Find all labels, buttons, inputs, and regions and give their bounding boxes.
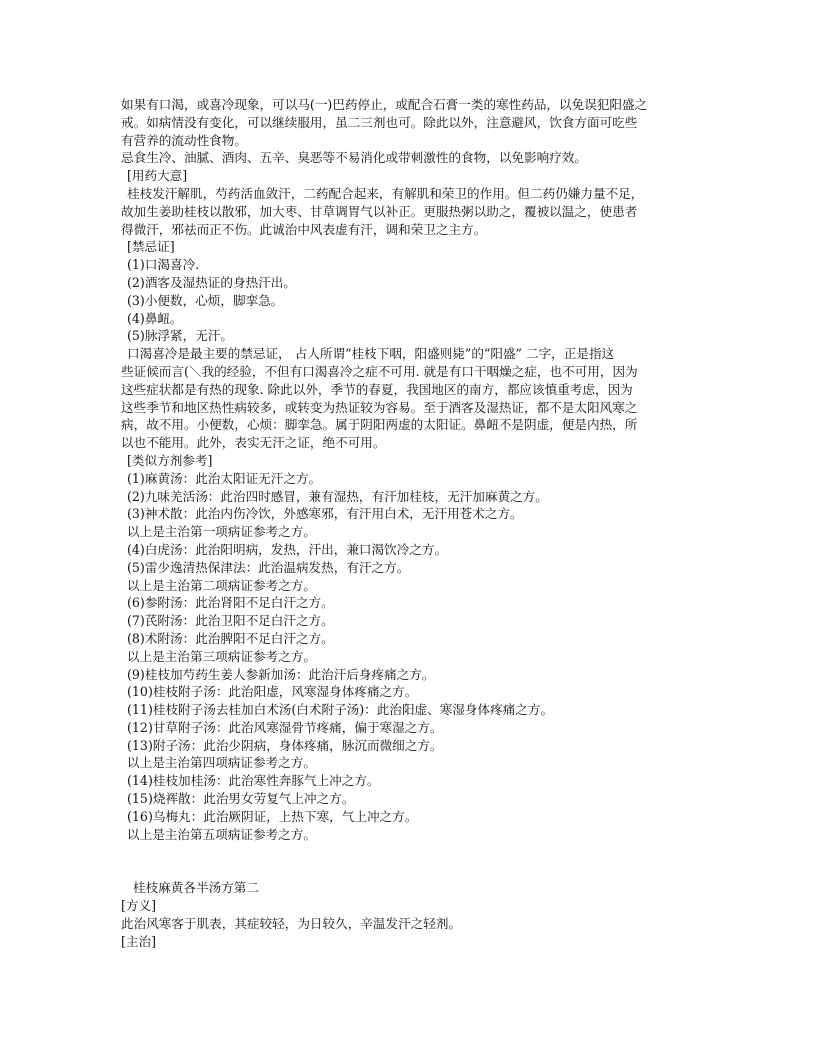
paragraph-line: 忌食生冷、油腻、酒肉、五辛、臭恶等不易消化或带刺激性的食物，以免影响疗效。 (121, 150, 587, 166)
paragraph-line: 病，故不用。小便数，心烦：脚挛急。属于阴阳两虚的太阳证。鼻衄不是阴虚，便是内热，所 (121, 417, 638, 433)
paragraph-line: 有营养的流动性食物。 (121, 132, 247, 148)
list-item: 以上是主治第三项病证参考之方。 (127, 648, 316, 664)
list-item: (10)桂枝附子汤：此治阳虚，风寒湿身体疼痛之方。 (127, 684, 418, 700)
paragraph-line: 些证候而言(＼我的经验，不但有口渴喜冷之症不可用. 就是有口干咽燥之症，也不可用，因为 (121, 363, 638, 379)
paragraph-line: 故加生姜助桂枝以散邪，加大枣、甘草调胃气以补正。更服热粥以助之，覆被以温之，使患者 (121, 203, 638, 219)
list-item: (15)烧裈散：此治男女劳复气上冲之方。 (127, 791, 355, 807)
list-item: (4)鼻衄。 (127, 310, 183, 326)
section-spacer (121, 843, 701, 879)
list-item: 以上是主治第一项病证参考之方。 (127, 524, 316, 540)
list-item: 以上是主治第二项病证参考之方。 (127, 577, 316, 593)
paragraph-line: 得微汗，邪祛而正不伤。此诚治中风表虚有汗，调和荣卫之主方。 (121, 221, 487, 237)
section-heading-yongyao: [用药大意] (127, 168, 188, 184)
list-item: (8)术附汤：此治脾阳不足白汗之方。 (127, 630, 334, 646)
document-page (121, 96, 701, 951)
list-item: (3)小便数，心烦，脚挛急。 (127, 292, 284, 308)
list-item: 以上是主治第四项病证参考之方。 (127, 755, 316, 771)
list-item: (4)白虎汤：此治阳明病，发热，汗出，兼口渴饮冷之方。 (127, 541, 448, 557)
paragraph-line: 戒。如病情没有变化，可以继续服用，虽二三剂也可。除此以外，注意避风，饮食方面可吃些 (121, 114, 638, 130)
list-item: (3)神术散：此治内伤冷饮，外感寒邪，有汗用白术，无汗用苍术之方。 (127, 506, 523, 522)
list-item: (6)参附汤：此治肾阳不足白汗之方。 (127, 595, 334, 611)
paragraph-line: 这些症状都是有热的现象. 除此以外，季节的春夏，我国地区的南方，都应该慎重考虑，因为 (121, 381, 633, 397)
paragraph-line: 此治风寒客于肌表，其症较轻，为日较久，辛温发汗之轻剂。 (121, 916, 462, 932)
paragraph-line: 如果有口渴，或喜冷现象，可以马(一)巴药停止，或配合石膏一类的寒性药品，以免误犯阳盛之 (121, 97, 648, 112)
list-item: (5)雷少逸清热保津法：此治温病发热，有汗之方。 (127, 559, 410, 575)
list-item: (13)附子汤：此治少阴病，身体疼痛，脉沉而微细之方。 (127, 737, 443, 753)
list-item: (12)甘草附子汤：此治风寒湿骨节疼痛，偏于寒湿之方。 (127, 719, 443, 735)
list-item: (2)九味羌活汤：此治四时感冒，兼有湿热，有汗加桂枝，无汗加麻黄之方。 (127, 488, 548, 504)
section-heading-fangyi: [方义] (121, 898, 157, 914)
paragraph-line: 桂枝发汗解肌，芍药活血敛汗，二药配合起来，有解肌和荣卫的作用。但二药仍嫌力量不足， (127, 185, 644, 201)
paragraph-line: 这些季节和地区热性病较多，或转变为热证较为容易。至于酒客及湿热证，都不是太阳风寒之 (121, 399, 638, 415)
list-item: (2)酒客及湿热证的身热汗出。 (127, 274, 296, 290)
list-item: (1)口渴喜冷. (127, 257, 200, 273)
list-item: (11)桂枝附子汤去桂加白术汤(白术附子汤)：此治阳虚、寒湿身体疼痛之方。 (127, 702, 554, 718)
list-item: (16)乌梅丸：此治厥阴证，上热下寒，气上冲之方。 (127, 808, 418, 824)
formula-title: 桂枝麻黄各半汤方第二 (133, 880, 259, 896)
list-item: (1)麻黄汤：此治太阳证无汗之方。 (127, 470, 322, 486)
list-item: (14)桂枝加桂汤：此治寒性奔豚气上冲之方。 (127, 773, 380, 789)
list-item: (7)芪附汤：此治卫阳不足白汗之方。 (127, 613, 334, 629)
paragraph-line: 以也不能用。此外，表实无汗之证，绝不可用。 (121, 435, 386, 451)
list-item: (9)桂枝加芍药生姜人参新加汤：此治汗后身疼痛之方。 (127, 666, 435, 682)
list-item: 以上是主治第五项病证参考之方。 (127, 826, 316, 842)
section-heading-jinji: [禁忌证] (127, 239, 175, 255)
list-item: (5)脉浮紧，无汗。 (127, 328, 233, 344)
paragraph-line: 口渴喜冷是最主要的禁忌证， 占人所谓“桂枝下咽，阳盛则毙”的“阳盛” 二字，正是指这 (127, 346, 615, 362)
section-heading-leisi: [类似方剂参考] (127, 452, 213, 468)
section-heading-zhuzhi: [主治] (121, 933, 157, 949)
